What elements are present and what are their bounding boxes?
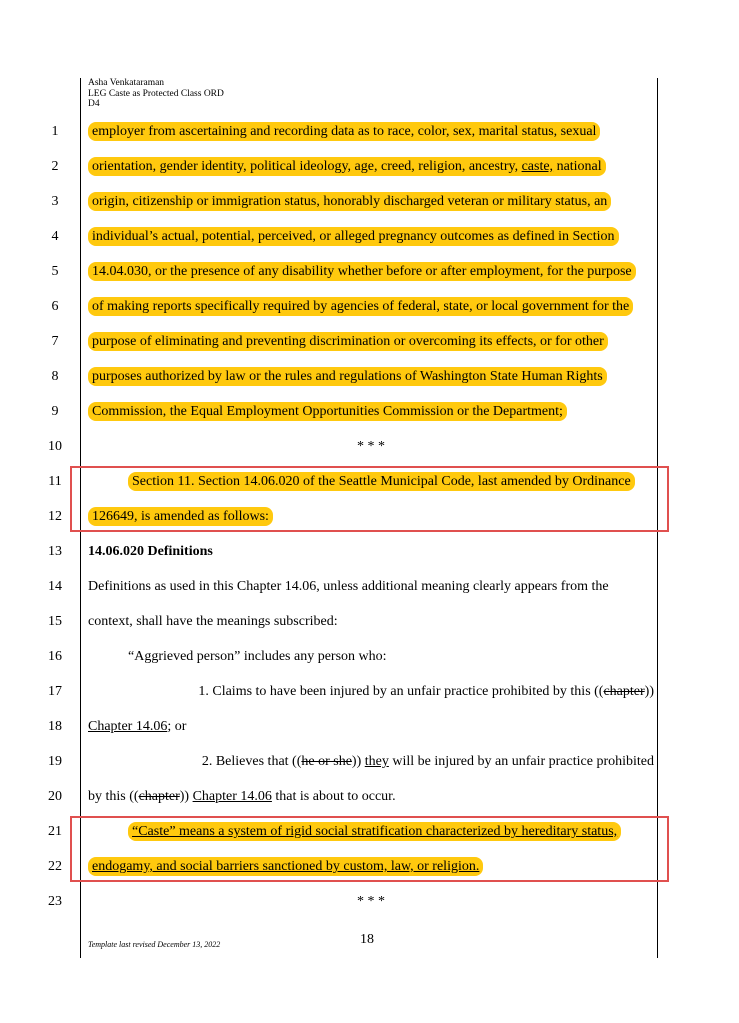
document-title: LEG Caste as Protected Class ORD [88,88,224,99]
text-line: Section 11. Section 14.06.020 of the Seattle Municipal Code, last amended by Ordinance [88,474,654,490]
line-number: 8 [51,369,59,384]
line-number: 20 [48,789,62,804]
text-line: endogamy, and social barriers sanctioned by custom, law, or religion. [88,859,654,875]
line-number: 18 [48,719,62,734]
line-number: 22 [48,859,62,874]
text-line: 14.04.030, or the presence of any disability whether before or after employment, for the purpose [88,264,654,280]
line-number: 15 [48,614,62,629]
line-number: 17 [48,684,62,699]
text-line: context, shall have the meanings subscribed: [88,614,338,629]
text-line: purposes authorized by law or the rules and regulations of Washington State Human Rights [88,369,654,385]
text-line: individual’s actual, potential, perceived, or alleged pregnancy outcomes as defined in Section [88,229,654,245]
text-line: “Caste” means a system of rigid social stratification characterized by hereditary status, [88,824,654,840]
text-line: 126649, is amended as follows: [88,509,654,525]
highlight-box-section-11 [70,466,669,532]
text-line: origin, citizenship or immigration status, honorably discharged veteran or military status, an [88,194,654,210]
text-line: 2. Believes that ((he or she)) they will be injured by an unfair practice prohibited [201,754,654,769]
author-name: Asha Venkataraman [88,78,165,88]
text-line: Commission, the Equal Employment Opportunities Commission or the Department; [88,404,654,420]
line-number: 10 [48,439,62,454]
line-number: 2 [51,159,59,174]
line-number: 13 [48,544,62,559]
section-break: * * * [357,439,385,454]
line-number: 23 [48,894,62,909]
section-break: * * * [357,894,385,909]
text-line: 1. Claims to have been injured by an unfair practice prohibited by this ((chapter)) [198,684,654,699]
line-number: 6 [51,299,59,314]
line-number: 4 [51,229,59,244]
section-heading: 14.06.020 Definitions [88,544,213,559]
line-number: 7 [51,334,59,349]
text-line: purpose of eliminating and preventing discrimination or overcoming its effects, or for other [88,334,654,350]
text-line: orientation, gender identity, political ideology, age, creed, religion, ancestry, caste, national [88,159,654,175]
line-number: 9 [51,404,59,419]
highlight-box-caste-definition [70,816,669,882]
line-number: 12 [48,509,62,524]
line-number: 5 [51,264,59,279]
line-number: 3 [51,194,59,209]
text-line: Definitions as used in this Chapter 14.06, unless additional meaning clearly appears from the [88,579,609,594]
document-header [88,78,224,110]
text-line: employer from ascertaining and recording data as to race, color, sex, marital status, sexual [88,124,654,140]
line-number: 21 [48,824,62,839]
line-number: 11 [48,474,62,489]
line-number: 19 [48,754,62,769]
text-line: by this ((chapter)) Chapter 14.06 that is about to occur. [88,789,396,804]
line-number: 14 [48,579,62,594]
text-line: of making reports specifically required by agencies of federal, state, or local government for the [88,299,654,315]
page-number: 18 [360,932,374,947]
template-note: Template last revised December 13, 2022 [88,940,221,949]
line-number: 1 [51,124,59,139]
draft-label: D4 [88,99,100,109]
text-line: “Aggrieved person” includes any person who: [128,649,387,664]
text-line: Chapter 14.06; or [88,719,187,734]
line-number: 16 [48,649,62,664]
